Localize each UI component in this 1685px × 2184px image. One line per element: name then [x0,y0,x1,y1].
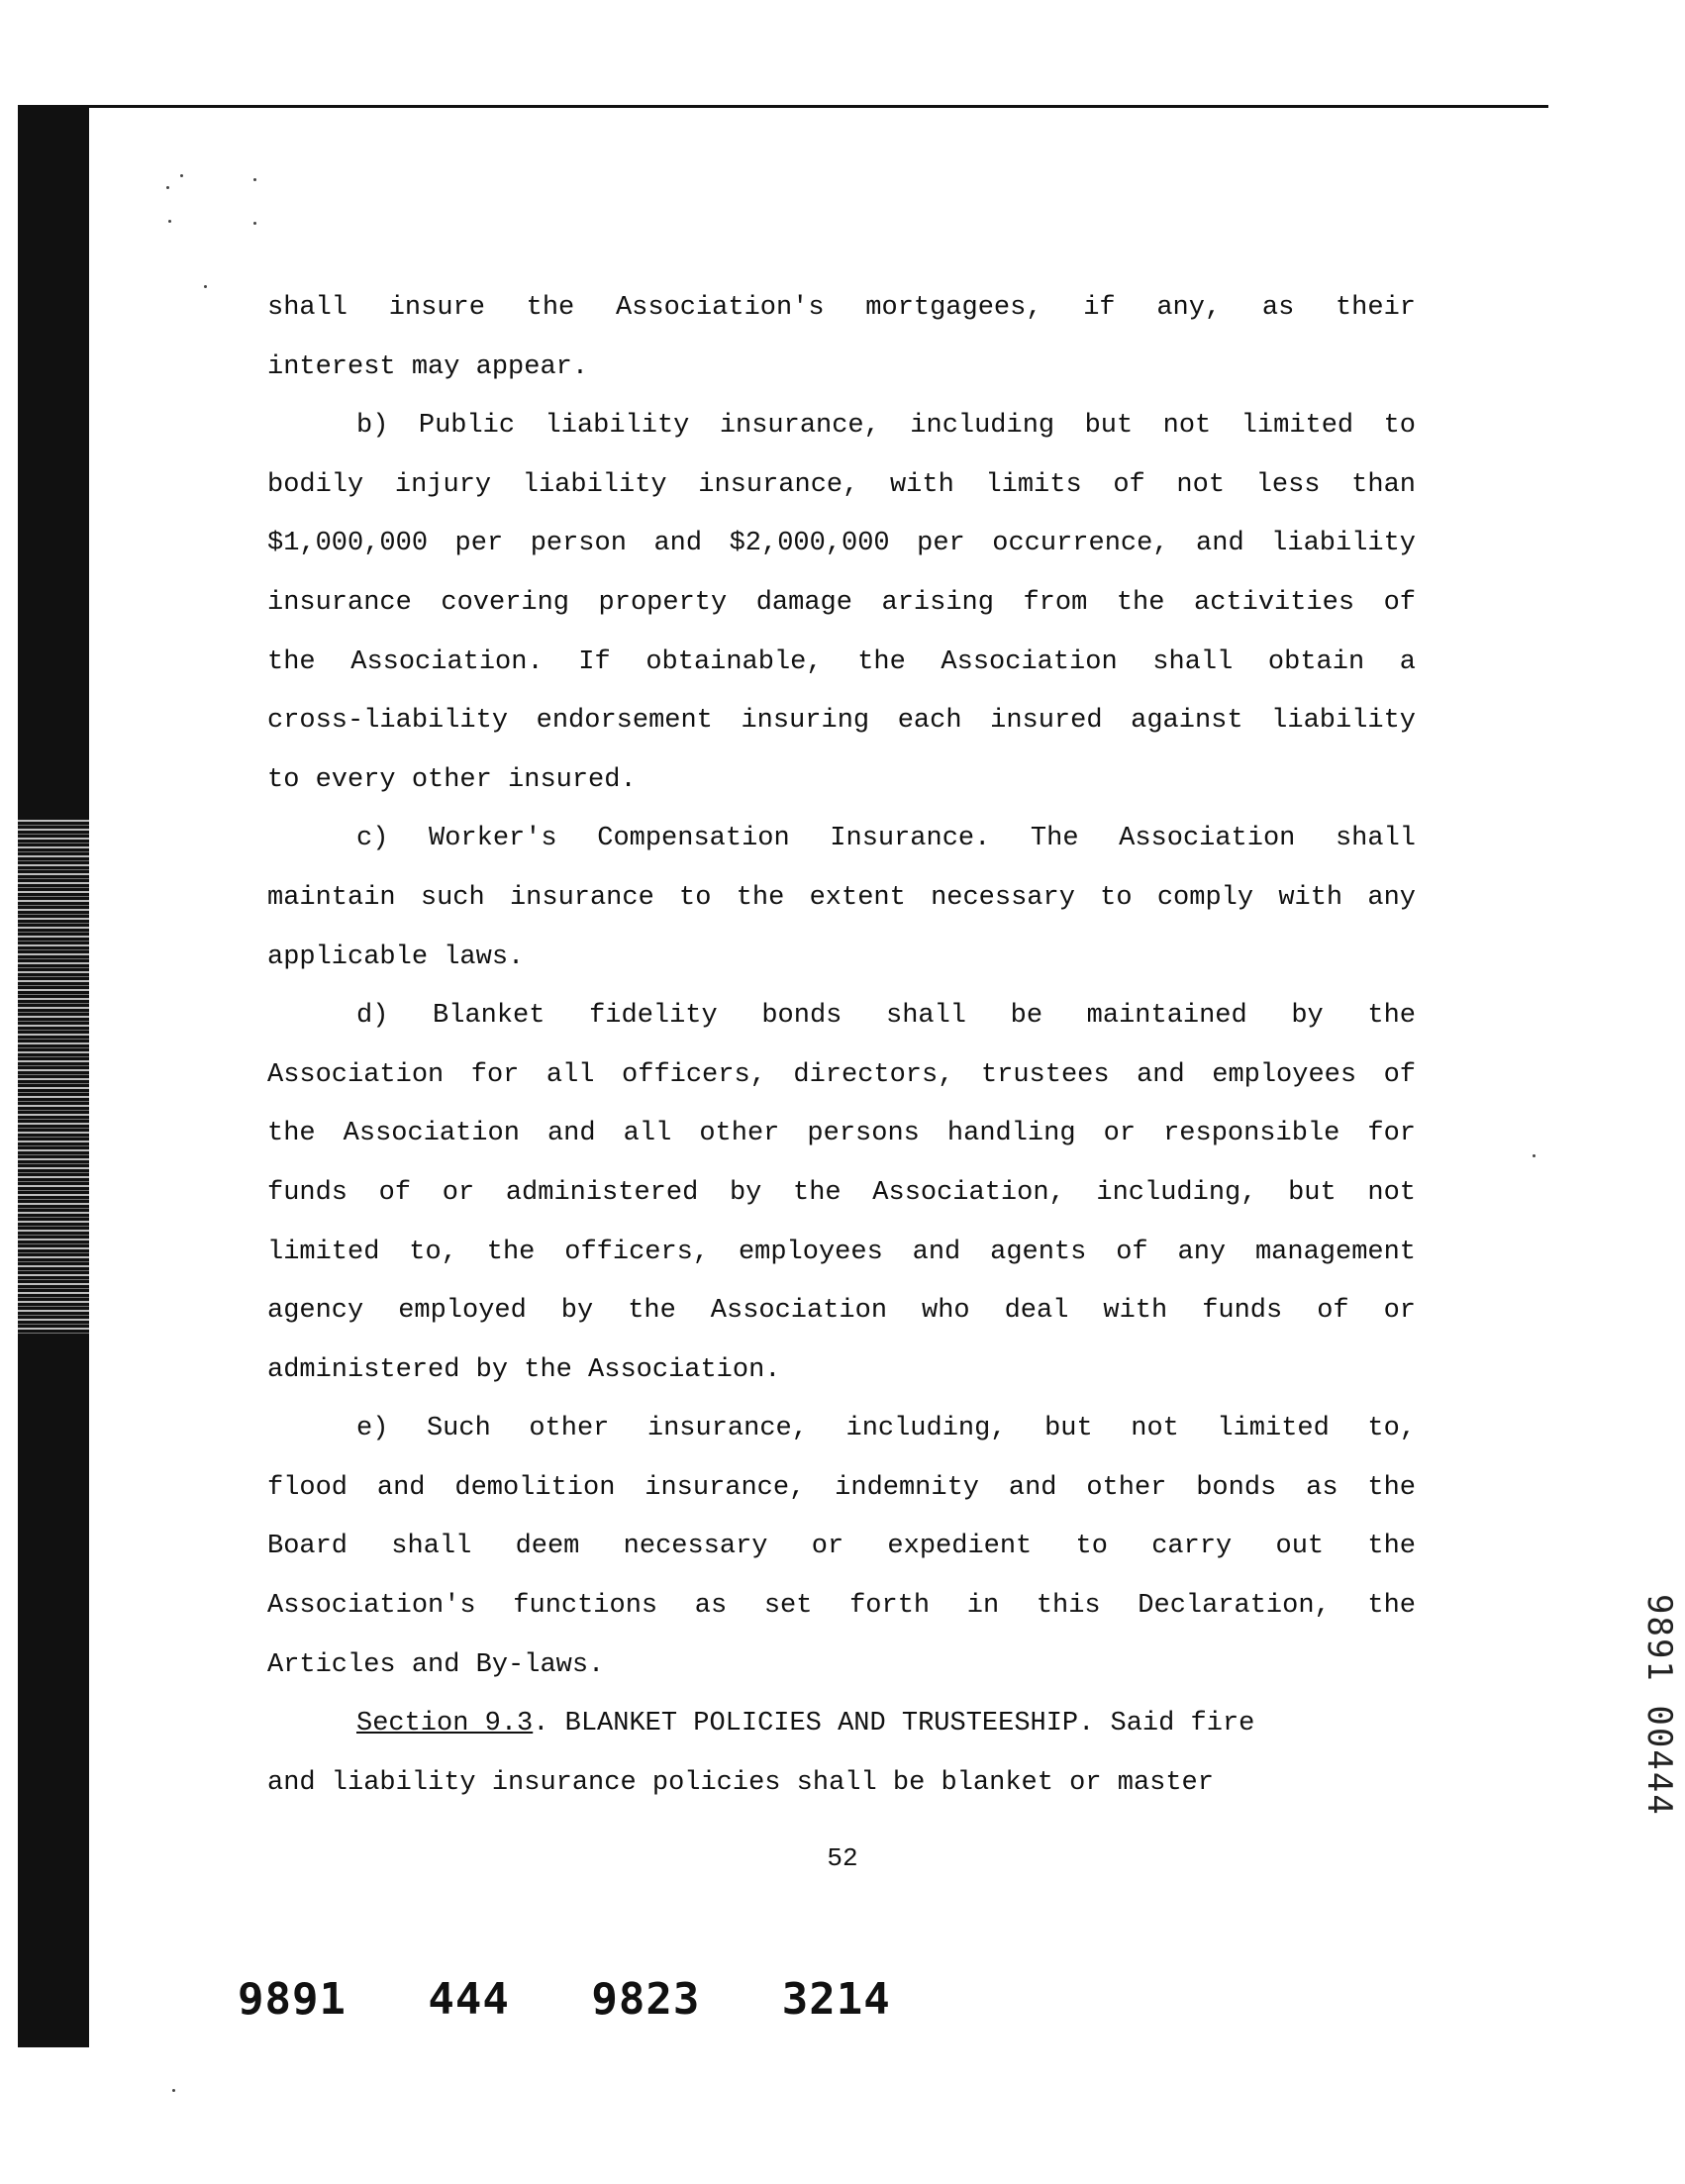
scan-speck [180,174,183,177]
line-text: $1,000,000 per person and $2,000,000 per occurrence, and liability [267,529,1416,559]
line-text: Association's functions as set forth in this Declaration, the [267,1591,1416,1622]
line-text: limited to, the officers, employees and agents of any management [267,1237,1416,1267]
scan-speck [204,285,207,288]
line-text: flood and demolition insurance, indemnity and other bonds as the [267,1472,1416,1503]
document-line [267,1459,1416,1519]
line-text: cross-liability endorsement insuring each insured against liability [267,706,1416,737]
document-line [267,1282,1416,1341]
top-scan-rule [18,105,1548,108]
document-line [267,1754,1416,1814]
line-text: shall insure the Association's mortgagees, if any, as their [267,293,1416,323]
side-stamp: 9891 00444 [1639,1594,1679,1817]
line-text: administered by the Association. [267,1354,781,1385]
line-text: agency employed by the Association who deal with funds of or [267,1296,1416,1327]
scan-speck [172,2089,175,2092]
scan-speck [1533,1154,1536,1157]
line-text: interest may appear. [267,351,589,382]
document-line [267,1518,1416,1577]
line-text: bodily injury liability insurance, with limits of not less than [267,469,1416,500]
section-heading-text: . BLANKET POLICIES AND TRUSTEESHIP. Said fire [533,1709,1255,1739]
section-label: Section 9.3 [356,1709,534,1739]
line-text: applicable laws. [267,942,525,972]
document-line [267,692,1416,751]
bates-number: 9891 444 9823 3214 [238,1974,891,2025]
scan-edge-bar [18,107,89,2047]
document-line [267,397,1416,456]
scan-speck [166,186,169,189]
document-line [267,1341,1416,1401]
document-line [267,1695,1416,1754]
document-line [267,1046,1416,1106]
document-line [267,1400,1416,1459]
line-text: d) Blanket fidelity bonds shall be maintained by the [356,1001,1416,1032]
line-text: insurance covering property damage arising from the activities of [267,587,1416,618]
document-line [267,574,1416,634]
line-text: the Association. If obtainable, the Association shall obtain a [267,646,1416,677]
line-text: b) Public liability insurance, including but not limited to [356,411,1416,442]
document-body [267,279,1416,1813]
document-line [267,810,1416,869]
line-text: c) Worker's Compensation Insurance. The Association shall [356,824,1416,854]
document-line [267,1224,1416,1283]
document-line [267,515,1416,574]
scan-noise-band [18,820,89,1335]
document-line [267,869,1416,929]
line-text: the Association and all other persons handling or responsible for [267,1119,1416,1149]
document-line [267,339,1416,398]
document-line [267,634,1416,693]
line-text: Board shall deem necessary or expedient to carry out the [267,1532,1416,1562]
line-text: and liability insurance policies shall be blanket or master [267,1767,1214,1798]
document-line [267,1164,1416,1224]
line-text: to every other insured. [267,764,637,795]
scan-speck [168,220,171,223]
line-text: e) Such other insurance, including, but not limited to, [356,1414,1416,1444]
document-line [267,751,1416,811]
line-text: Articles and By-laws. [267,1649,605,1680]
document-line [267,279,1416,339]
scan-speck [253,178,256,181]
line-text: funds of or administered by the Association, including, but not [267,1177,1416,1208]
document-line [267,1637,1416,1696]
document-line [267,929,1416,988]
document-line [267,456,1416,516]
document-line [267,1105,1416,1164]
page-number: 52 [827,1843,858,1873]
document-line [267,987,1416,1046]
line-text: Association for all officers, directors, trustees and employees of [267,1059,1416,1090]
scan-speck [253,222,256,225]
document-line [267,1577,1416,1637]
line-text: maintain such insurance to the extent necessary to comply with any [267,882,1416,913]
